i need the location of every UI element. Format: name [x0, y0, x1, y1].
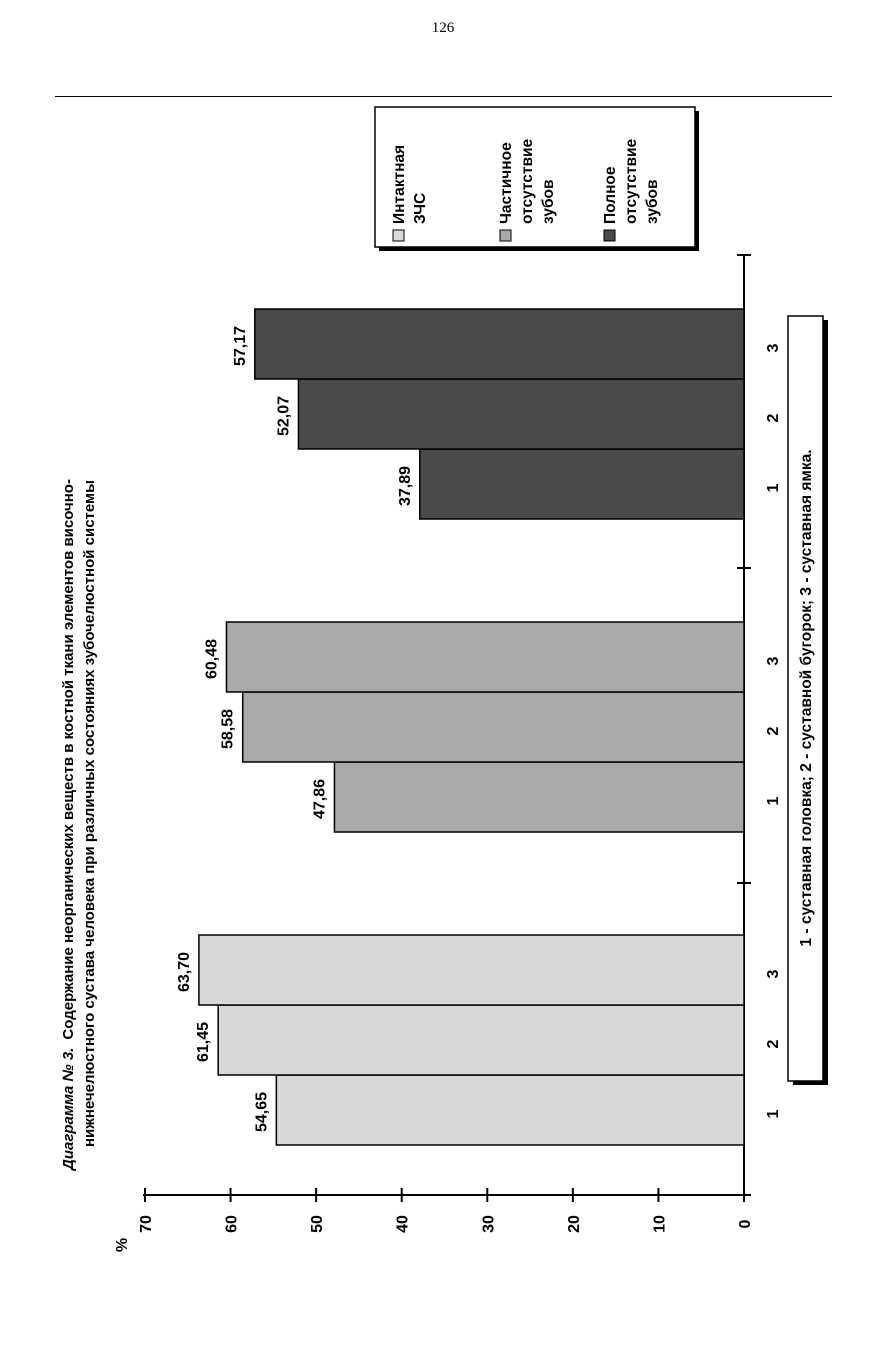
bar [243, 692, 744, 762]
y-tick-label: 50 [309, 1215, 327, 1233]
y-tick-label: 0 [737, 1219, 754, 1229]
chart-title-line2: нижнечелюстного сустава человека при различных состояниях зубочелюстной системы [81, 480, 98, 1147]
category-label: 3 [765, 969, 782, 979]
bar-value-label: 52,07 [275, 395, 293, 437]
bar-value-label: 58,58 [219, 708, 237, 750]
bar-value-label: 54,65 [253, 1091, 271, 1133]
legend-swatch [500, 230, 511, 241]
y-tick-label: 20 [565, 1215, 583, 1233]
bar [420, 449, 744, 519]
category-note: 1 - суставная головка; 2 - суставной бугорок; 3 - суставная ямка. [798, 449, 815, 947]
category-label: 2 [765, 1039, 782, 1049]
chart-title-prefix: Диаграмма № 3. [60, 1047, 77, 1170]
y-axis-label: % [114, 1237, 131, 1253]
legend-label: отсутствие [623, 138, 640, 224]
chart-title-line1 [60, 479, 77, 1172]
bar [255, 309, 744, 379]
y-tick-label: 10 [651, 1215, 669, 1233]
bar-value-label: 61,45 [195, 1021, 213, 1063]
category-label: 2 [765, 413, 782, 423]
category-label: 1 [765, 1109, 782, 1119]
y-tick-label: 60 [223, 1215, 241, 1233]
legend-label: зубов [540, 179, 557, 224]
y-tick-label: 40 [394, 1215, 412, 1233]
category-label: 3 [765, 656, 782, 666]
bar-value-label: 60,48 [203, 638, 221, 680]
y-tick-label: 30 [480, 1215, 498, 1233]
bar-value-label: 37,89 [396, 465, 414, 507]
category-label: 3 [765, 343, 782, 353]
bar-value-label: 57,17 [231, 325, 249, 367]
bar [276, 1075, 744, 1145]
legend-label: ЗЧС [412, 192, 429, 224]
category-label: 1 [765, 483, 782, 493]
legend-label: отсутствие [519, 138, 536, 224]
page-number: 126 [431, 20, 455, 36]
legend-label: Полное [602, 166, 619, 224]
legend-label: Интактная [391, 144, 408, 224]
legend-swatch [393, 230, 404, 241]
bar [226, 622, 744, 692]
bar [199, 935, 744, 1005]
category-label: 1 [765, 796, 782, 806]
bar-value-label: 47,86 [311, 778, 329, 820]
legend-swatch [604, 230, 615, 241]
bar [334, 762, 744, 832]
y-tick-label: 70 [138, 1215, 155, 1233]
category-label: 2 [765, 726, 782, 736]
legend-label: зубов [644, 179, 661, 224]
legend-label: Частичное [498, 142, 515, 224]
chart-title-text: Содержание неорганических веществ в костной ткани элементов височно- [60, 479, 77, 1040]
bar [218, 1005, 744, 1075]
bar [298, 379, 744, 449]
bar-value-label: 63,70 [175, 951, 193, 993]
